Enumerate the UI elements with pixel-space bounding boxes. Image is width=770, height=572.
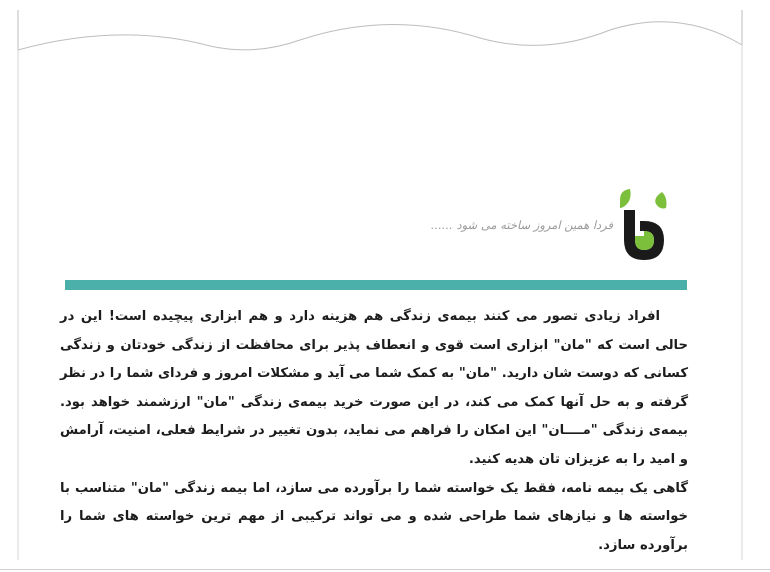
bottom-border xyxy=(0,569,770,570)
accent-divider xyxy=(65,280,687,290)
paragraph-2: گاهی یک بیمه نامه، فقط یک خواسته شما را برآورده می سازد، اما بیمه زندگی "مان" متناسب با خواسته ها و نیازهای شما طراحی شده و می تواند ترکیبی از مهم ترین خواسته های شما را برآورده سازد. xyxy=(60,480,688,553)
paragraph-1: افراد زیادی تصور می کنند بیمه‌ی زندگی هم هزینه دارد و هم ابزاری پیچیده است! این در حالی است که "مان" ابزاری است قوی و انعطاف پذیر برای محافظت از زندگی خودتان و زندگی کسانی که دوست شان دارید. "مان" به کمک شما می آید و مشکلات امروز و فردای شما را در نظر گرفته و به حل آنها کمک می کند، در این صورت خرید بیمه‌ی زندگی "مان" ارزشمند خواهد بود. بیمه‌ی زندگی "مــــان" این امکان را فراهم می نماید، بدون تغییر در شرایط فعلی، امنیت، آرامش و امید را به عزیزان تان هدیه کنید. xyxy=(60,309,688,467)
body-text xyxy=(60,303,688,560)
tagline: فردا همین امروز ساخته می شود ...... xyxy=(430,218,613,232)
brand-logo xyxy=(616,188,672,266)
